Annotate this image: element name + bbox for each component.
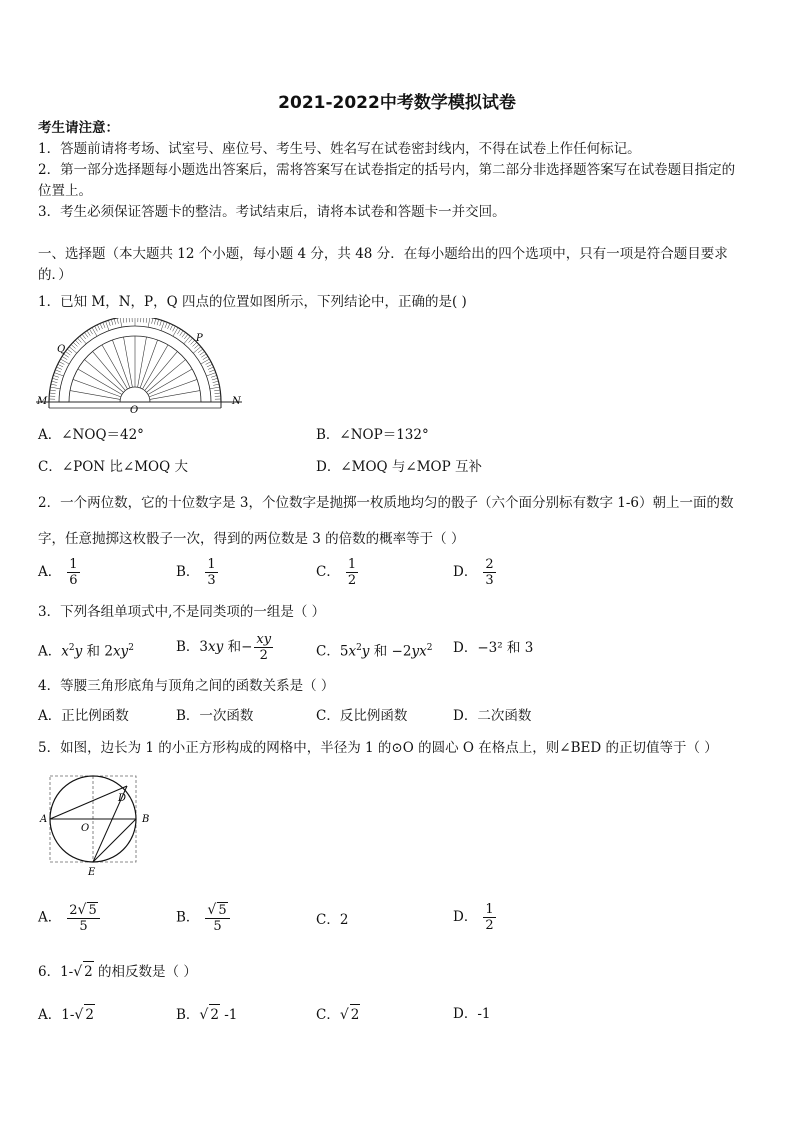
protractor-tick xyxy=(214,390,220,391)
q5-option-b[interactable]: B． $\frac{√ 5}{5}$ xyxy=(176,902,230,934)
protractor-tick xyxy=(184,336,190,344)
protractor-tick xyxy=(108,320,110,326)
protractor-tick xyxy=(177,329,180,334)
protractor-tick xyxy=(49,393,55,394)
q6-option-c[interactable]: C．√ 2 xyxy=(316,1004,360,1025)
notice-item-2: 2．第一部分选择题每小题选出答案后，需将答案写在试卷指定的括号内，第二部分非选择题答案写在试卷题目指定的 xyxy=(38,162,736,178)
question-2-stem-2: 字，任意抛掷这枚骰子一次，得到的两位数是 3 的倍数的概率等于（ ） xyxy=(38,531,465,547)
protractor-tick xyxy=(123,318,124,323)
protractor-tick xyxy=(111,319,113,325)
label-p: P xyxy=(196,333,203,344)
q2-option-b[interactable] xyxy=(176,557,218,588)
protractor-tick xyxy=(62,356,67,359)
q3-option-a[interactable]: A．$x^2y$ 和 $2xy^2$ xyxy=(38,643,134,660)
protractor-ray xyxy=(112,340,129,388)
protractor-tick xyxy=(89,329,92,334)
protractor-tick xyxy=(212,378,218,380)
protractor-tick xyxy=(52,378,58,380)
protractor-tick xyxy=(160,320,162,326)
protractor-tick xyxy=(54,373,63,376)
q6-option-a[interactable]: A．1-√ 2 xyxy=(38,1004,95,1025)
protractor-tick xyxy=(95,326,98,331)
protractor-tick xyxy=(84,332,88,337)
protractor-tick xyxy=(170,325,173,330)
q1-option-b[interactable]: B．∠NOP＝132° xyxy=(316,427,429,443)
q1-option-a[interactable]: A．∠NOQ＝42° xyxy=(38,427,144,443)
q1-option-d[interactable]: D．∠MOQ 与∠MOP 互补 xyxy=(316,459,482,475)
protractor-ray xyxy=(150,391,200,400)
page-title: 2021-2022中考数学模拟试卷 xyxy=(278,93,516,113)
protractor-tick xyxy=(215,393,221,394)
question-1-stem: 1．已知 M，N，P，Q 四点的位置如图所示，下列结论中，正确的是( ) xyxy=(38,294,467,310)
protractor-tick xyxy=(53,375,59,377)
protractor-tick xyxy=(120,318,122,327)
protractor-tick xyxy=(180,331,183,336)
protractor-tick xyxy=(165,322,167,328)
q5-d-fraction: $\frac{1}{2}$ xyxy=(485,902,494,933)
protractor-tick xyxy=(148,318,150,327)
q2-c-fraction: $\frac{1}{2}$ xyxy=(347,557,357,588)
q2-c-label: C． xyxy=(316,564,340,580)
protractor-tick xyxy=(143,318,144,322)
protractor-ray xyxy=(124,337,133,387)
protractor-tick xyxy=(211,375,217,377)
protractor-tick xyxy=(82,334,86,339)
protractor-tick xyxy=(168,323,170,328)
question-6-stem: 6．1-√ 2 的相反数是（ ） xyxy=(38,961,197,982)
protractor-tick xyxy=(87,331,90,336)
protractor-tick xyxy=(80,336,86,344)
q5-option-c[interactable]: C．2 xyxy=(316,912,349,928)
protractor-tick xyxy=(77,338,81,342)
protractor-tick xyxy=(51,384,57,385)
q4-option-d[interactable]: D．二次函数 xyxy=(453,708,532,724)
label-d: D xyxy=(118,793,127,804)
protractor-tick xyxy=(213,381,219,382)
q3-option-b[interactable]: B．3xy 和− $\frac{xy}{2}$ xyxy=(176,632,272,663)
protractor-tick xyxy=(161,321,164,330)
protractor-tick xyxy=(154,319,155,325)
label-b: B xyxy=(142,814,150,825)
question-4-stem: 4．等腰三角形底角与顶角之间的函数关系是（ ） xyxy=(38,678,335,694)
protractor-ray xyxy=(149,379,197,396)
protractor-ray xyxy=(138,337,147,387)
protractor-tick xyxy=(55,370,61,372)
q5-a-fraction: $\frac{2√ 5}{5}$ xyxy=(67,902,99,934)
protractor-tick xyxy=(189,338,193,342)
protractor-tick xyxy=(52,381,58,382)
protractor-tick xyxy=(126,318,127,322)
protractor-ray xyxy=(140,340,157,388)
protractor-tick xyxy=(198,349,203,353)
protractor-tick xyxy=(71,344,75,348)
protractor-tick xyxy=(206,373,215,376)
protractor-tick xyxy=(200,351,205,355)
protractor-tick xyxy=(59,362,64,365)
q6-option-d[interactable]: D．-1 xyxy=(453,1006,491,1022)
protractor-tick xyxy=(97,325,100,330)
protractor-tick xyxy=(191,340,195,344)
protractor-tick xyxy=(203,356,208,359)
protractor-tick xyxy=(75,340,79,344)
section-heading-line-2: 的．） xyxy=(38,267,72,283)
q2-option-c[interactable] xyxy=(316,557,358,588)
q2-b-label: B． xyxy=(176,564,200,580)
protractor-tick xyxy=(56,367,61,369)
question-3-stem: 3．下列各组单项式中,不是同类项的一组是（ ） xyxy=(38,604,326,620)
notice-heading: 考生请注意： xyxy=(38,120,119,136)
notice-item-1: 1．答题前请将考场、试室号、座位号、考生号、姓名写在试卷密封线内，不得在试卷上作任何标记。 xyxy=(38,141,641,157)
protractor-ray xyxy=(70,391,120,400)
q2-d-label: D． xyxy=(453,564,478,580)
protractor-tick xyxy=(73,342,77,346)
protractor-tick xyxy=(193,347,201,353)
protractor-figure xyxy=(36,318,242,416)
protractor-tick xyxy=(67,349,72,353)
q4-option-b[interactable]: B．一次函数 xyxy=(176,708,254,724)
protractor-tick xyxy=(157,319,159,325)
q5-option-a[interactable]: A． $\frac{2√ 5}{5}$ xyxy=(38,902,100,934)
protractor-tick xyxy=(50,390,56,391)
q4-option-a[interactable]: A．正比例函数 xyxy=(38,708,129,724)
q3-b-fraction: $\frac{xy}{2}$ xyxy=(256,632,272,663)
q5-option-d[interactable]: D． $\frac{1}{2}$ xyxy=(453,902,494,933)
protractor-tick xyxy=(146,318,147,323)
protractor-tick xyxy=(184,334,188,339)
protractor-tick xyxy=(152,318,153,324)
question-2-stem-1: 2．一个两位数，它的十位数字是 3，个位数字是抛掷一枚质地均匀的骰子（六个面分别标有数字 1-6）朝上一面的数 xyxy=(38,495,734,511)
q2-a-label: A． xyxy=(38,564,62,580)
label-m: M xyxy=(37,396,48,407)
protractor-ray xyxy=(73,379,121,396)
protractor-tick xyxy=(103,322,105,328)
protractor-tick xyxy=(173,326,176,331)
protractor-tick xyxy=(182,332,186,337)
label-a: A xyxy=(40,814,48,825)
question-5-stem: 5．如图，边长为 1 的小正方形构成的网格中，半径为 1 的⊙O 的圆心 O 在格点上，则∠BED 的正切值等于（ ） xyxy=(38,740,718,756)
protractor-tick xyxy=(69,347,77,353)
protractor-tick xyxy=(100,323,102,328)
circle-grid-figure xyxy=(38,770,158,880)
protractor-tick xyxy=(114,319,115,325)
q3-option-d[interactable]: D．−3² 和 3 xyxy=(453,640,534,656)
q5-b-fraction: $\frac{√ 5}{5}$ xyxy=(205,902,229,934)
q2-a-fraction: $\frac{1}{6}$ xyxy=(69,557,78,588)
label-n: N xyxy=(232,396,241,407)
q3-option-c[interactable]: C．$5x^2y$ 和 $-2yx^2$ xyxy=(316,643,433,660)
notice-item-3: 3．考生必须保证答题卡的整洁。考试结束后，请将本试卷和答题卡一并交回。 xyxy=(38,204,506,220)
q2-b-fraction: $\frac{1}{3}$ xyxy=(207,557,216,588)
protractor-tick xyxy=(207,364,212,367)
protractor-tick xyxy=(58,364,63,367)
label-o: O xyxy=(81,823,90,834)
label-e: E xyxy=(88,867,96,878)
protractor-tick xyxy=(208,367,213,369)
label-q: Q xyxy=(57,344,66,355)
protractor-tick xyxy=(106,321,109,330)
protractor-tick xyxy=(117,318,118,324)
protractor-tick xyxy=(201,354,206,357)
protractor-tick xyxy=(194,344,198,348)
protractor-tick xyxy=(209,370,215,372)
protractor-tick xyxy=(65,351,70,355)
protractor-tick xyxy=(206,362,211,365)
q6-option-b[interactable]: B．√ 2 -1 xyxy=(176,1004,237,1025)
protractor-tick xyxy=(50,387,60,389)
q4-option-c[interactable]: C．反比例函数 xyxy=(316,708,408,724)
label-o: O xyxy=(130,405,139,416)
q2-option-a[interactable] xyxy=(38,557,80,588)
notice-item-2-cont: 位置上。 xyxy=(38,183,92,199)
q1-option-c[interactable]: C．∠PON 比∠MOQ 大 xyxy=(38,459,188,475)
q2-option-d[interactable] xyxy=(453,557,496,588)
protractor-tick xyxy=(213,384,219,385)
protractor-tick xyxy=(210,387,220,389)
section-heading-line-1: 一、选择题（本大题共 12 个小题，每小题 4 分，共 48 分．在每小题给出的四个选项中，只有一项是符合题目要求 xyxy=(38,246,728,262)
q2-d-fraction: $\frac{2}{3}$ xyxy=(485,557,494,588)
